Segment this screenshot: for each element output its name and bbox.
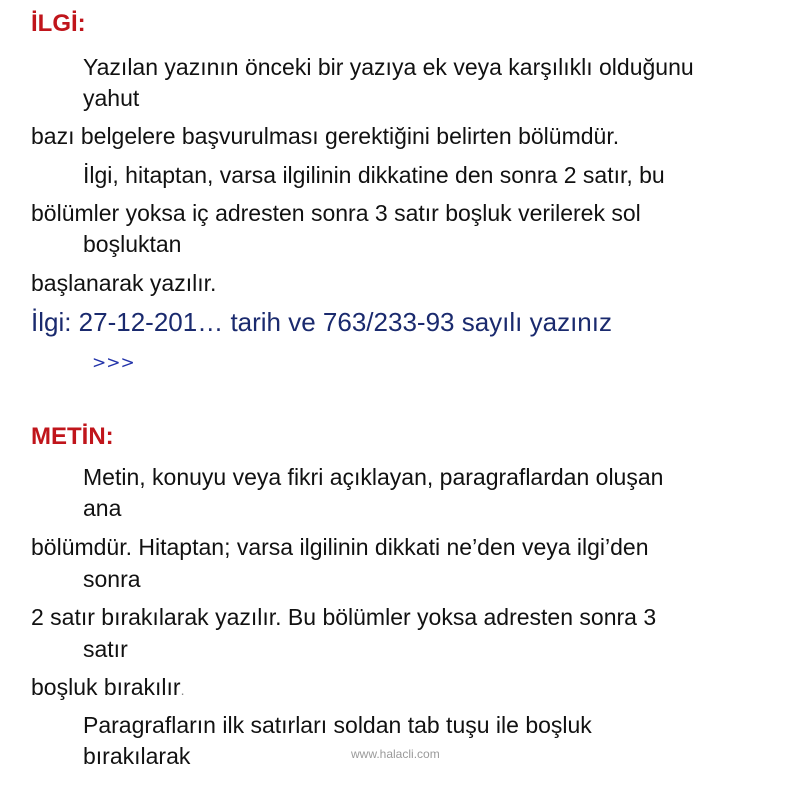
metin-line-3: bölümdür. Hitaptan; varsa ilgilinin dikkati ne’den veya ilgi’den xyxy=(31,534,649,560)
ilgi-line-2: yahut xyxy=(83,85,140,111)
metin-line-1: Metin, konuyu veya fikri açıklayan, paragraflardan oluşan xyxy=(83,464,664,490)
metin-line-7 xyxy=(31,672,184,706)
ilgi-line-3: bazı belgelere başvurulması gerektiğini belirten bölümdür. xyxy=(31,123,620,149)
metin-line-2: ana xyxy=(83,495,122,521)
ilgi-line-5: bölümler yoksa iç adresten sonra 3 satır boşluk verilerek sol xyxy=(31,200,641,226)
metin-line-6: satır xyxy=(83,636,128,662)
metin-line-5: 2 satır bırakılarak yazılır. Bu bölümler yoksa adresten sonra 3 xyxy=(31,604,657,630)
metin-line-9: bırakılarak xyxy=(83,743,191,769)
ilgi-heading: İLGİ: xyxy=(31,10,86,37)
metin-line-8: Paragrafların ilk satırları soldan tab tuşu ile boşluk xyxy=(83,712,592,738)
ilgi-line-4: İlgi, hitaptan, varsa ilgilinin dikkatine den sonra 2 satır, bu xyxy=(83,162,665,188)
ilgi-example: İlgi: 27-12-201… tarih ve 763/233-93 sayılı yazınız xyxy=(31,307,612,337)
ilgi-line-7: başlanarak yazılır. xyxy=(31,270,217,296)
metin-heading: METİN: xyxy=(31,423,114,450)
metin-line-7-text: boşluk bırakılır xyxy=(31,674,181,700)
metin-line-4: sonra xyxy=(83,566,141,592)
trailing-dot: . xyxy=(180,682,185,698)
ilgi-line-1: Yazılan yazının önceki bir yazıya ek veya karşılıklı olduğunu xyxy=(83,54,694,80)
watermark-text: www.halacli.com xyxy=(351,747,440,761)
more-link[interactable]: >>> xyxy=(92,353,135,373)
ilgi-line-6: boşluktan xyxy=(83,231,182,257)
